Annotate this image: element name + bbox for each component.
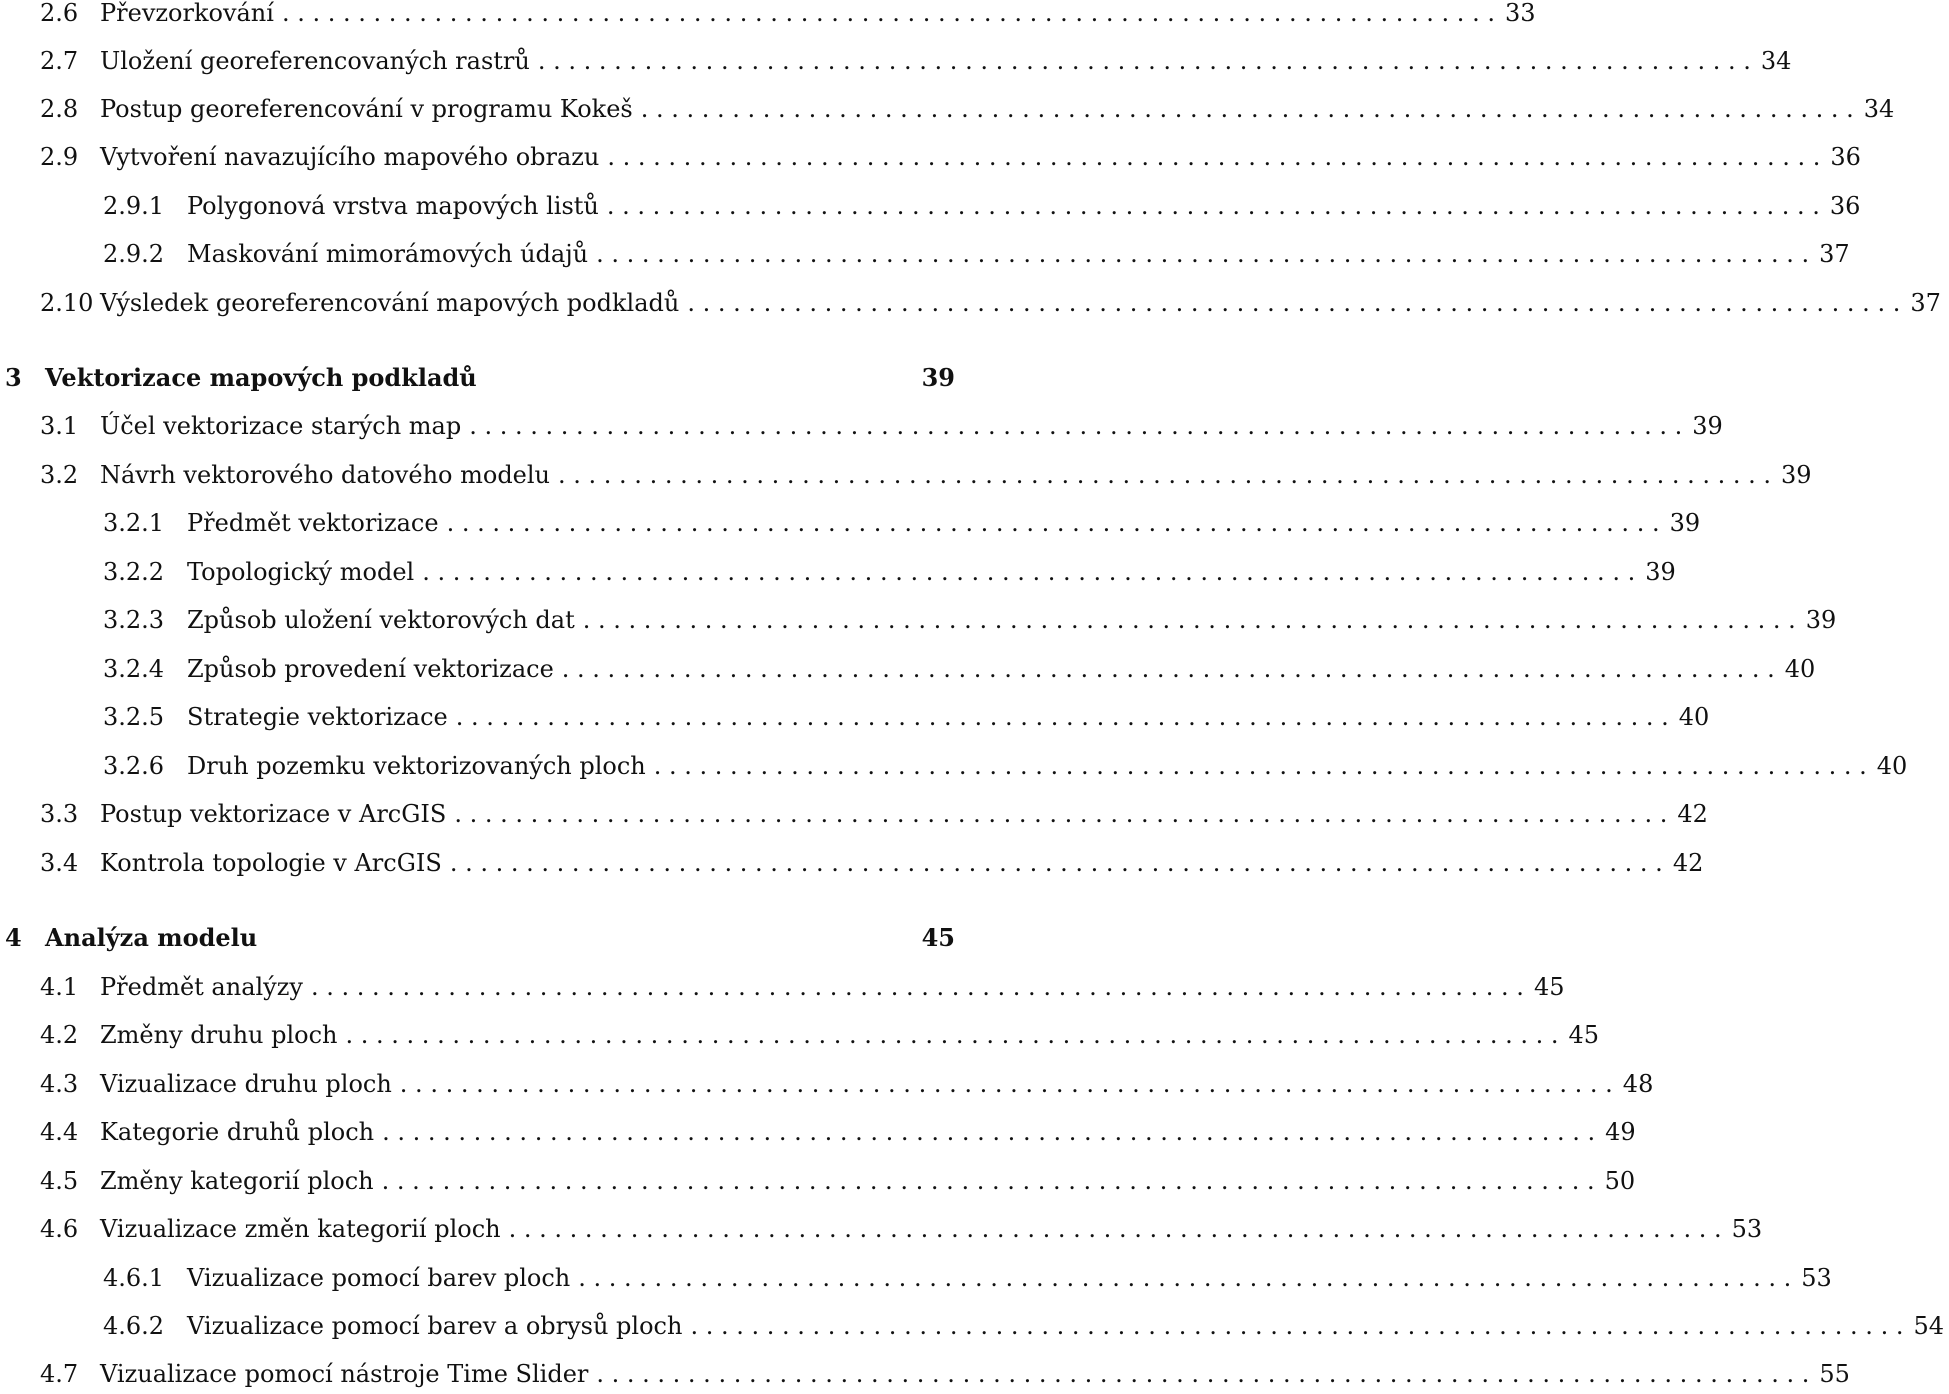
toc-entry-title: Postup vektorizace v ArcGIS xyxy=(100,800,447,828)
toc-entry-page: 34 xyxy=(1863,95,1895,123)
toc-dot-leader: . . . . . . . . . . . . . . . . . . . . . . . . . . . . . . . . . . . . . . . . . . . . . . . . . . . . . . . . . . . . . . . . . . . . . . . . . . . . . . . . xyxy=(508,1215,1722,1243)
toc-entry[interactable] xyxy=(0,137,1861,177)
toc-entry-number: 4.6.2 xyxy=(103,1312,165,1340)
toc-entry-page: 42 xyxy=(1672,849,1704,877)
toc-entry-number: 2.7 xyxy=(40,47,79,75)
toc-entry[interactable] xyxy=(0,1209,1763,1249)
toc-entry-page: 37 xyxy=(1819,240,1850,268)
toc-entry-title: Způsob uložení vektorových dat xyxy=(187,606,575,634)
toc-entry-page: 40 xyxy=(1678,703,1710,731)
toc-dot-leader: . . . . . . . . . . . . . . . . . . . . . . . . . . . . . . . . . . . . . . . . . . . . . . . . . . . . . . . . . . . . . . . . . . . . . . . . . . . . . . . . xyxy=(690,1312,1904,1340)
toc-entry-title: Maskování mimorámových údajů xyxy=(187,240,589,268)
toc-dot-leader: . . . . . . . . . . . . . . . . . . . . . . . . . . . . . . . . . . . . . . . . . . . . . . . . . . . . . . . . . . . . . . . . . . . . . . . . . . . . . . . . xyxy=(653,752,1867,780)
toc-entry-title: Vytvoření navazujícího mapového obrazu xyxy=(100,143,600,171)
toc-entry[interactable] xyxy=(0,234,1850,274)
toc-entry-page: 49 xyxy=(1605,1118,1636,1146)
toc-entry-title: Způsob provedení vektorizace xyxy=(187,655,554,683)
toc-entry-page: 39 xyxy=(921,363,955,392)
toc-entry-title: Předmět analýzy xyxy=(100,973,303,1001)
toc-entry-page: 33 xyxy=(1504,0,1536,27)
toc-entry[interactable] xyxy=(0,1354,1850,1394)
toc-entry[interactable] xyxy=(0,1306,1944,1346)
toc-entry-number: 3.1 xyxy=(40,412,79,440)
toc-entry[interactable] xyxy=(0,41,1792,81)
toc-entry-page: 50 xyxy=(1604,1167,1636,1195)
toc-entry[interactable] xyxy=(0,406,1723,446)
toc-entry-page: 53 xyxy=(1801,1264,1832,1292)
toc-entry[interactable] xyxy=(0,1161,1636,1201)
toc-entry[interactable] xyxy=(0,186,1861,226)
toc-entry-number: 3.2.3 xyxy=(103,606,165,634)
toc-entry-title: Analýza modelu xyxy=(45,923,258,952)
toc-entry[interactable] xyxy=(0,358,960,398)
toc-entry-page: 39 xyxy=(1645,558,1676,586)
toc-dot-leader: . . . . . . . . . . . . . . . . . . . . . . . . . . . . . . . . . . . . . . . . . . . . . . . . . . . . . . . . . . . . . . . . . . . . . . . . . . . . . . . . xyxy=(607,143,1821,171)
toc-dot-leader: . . . . . . . . . . . . . . . . . . . . . . . . . . . . . . . . . . . . . . . . . . . . . . . . . . . . . . . . . . . . . . . . . . . . . . . . . . . . . . . . xyxy=(469,412,1683,440)
toc-entry-title: Vizualizace druhu ploch xyxy=(100,1070,392,1098)
toc-entry-page: 48 xyxy=(1622,1070,1654,1098)
toc-dot-leader: . . . . . . . . . . . . . . . . . . . . . . . . . . . . . . . . . . . . . . . . . . . . . . . . . . . . . . . . . . . . . . . . . . . . . . . . . . . . . . . . xyxy=(578,1264,1792,1292)
toc-entry-title: Druh pozemku vektorizovaných ploch xyxy=(187,752,646,780)
toc-entry-number: 3.2 xyxy=(40,461,79,489)
toc-entry[interactable] xyxy=(0,918,960,958)
toc-entry[interactable] xyxy=(0,283,1941,323)
toc-entry-title: Předmět vektorizace xyxy=(187,509,439,537)
toc-entry-number: 3.2.6 xyxy=(103,752,165,780)
toc-entry-number: 2.9.2 xyxy=(103,240,165,268)
toc-entry-number: 3 xyxy=(5,363,22,392)
toc-dot-leader: . . . . . . . . . . . . . . . . . . . . . . . . . . . . . . . . . . . . . . . . . . . . . . . . . . . . . . . . . . . . . . . . . . . . . . . . . . . . . . . . xyxy=(455,703,1669,731)
toc-entry-title: Vektorizace mapových podkladů xyxy=(45,363,477,392)
toc-dot-leader: . . . . . . . . . . . . . . . . . . . . . . . . . . . . . . . . . . . . . . . . . . . . . . . . . . . . . . . . . . . . . . . . . . . . . . . . . . . . . . . . xyxy=(399,1070,1613,1098)
toc-dot-leader: . . . . . . . . . . . . . . . . . . . . . . . . . . . . . . . . . . . . . . . . . . . . . . . . . . . . . . . . . . . . . . . . . . . . . . . . . . . . . . . . xyxy=(640,95,1854,123)
toc-entry[interactable] xyxy=(0,649,1816,689)
toc-entry-title: Změny druhu ploch xyxy=(100,1021,338,1049)
toc-dot-leader: . . . . . . . . . . . . . . . . . . . . . . . . . . . . . . . . . . . . . . . . . . . . . . . . . . . . . . . . . . . . . . . . . . . . . . . . . . . . . . . . xyxy=(454,800,1668,828)
toc-entry-page: 39 xyxy=(1692,412,1723,440)
toc-entry-number: 4.3 xyxy=(40,1070,79,1098)
toc-dot-leader: . . . . . . . . . . . . . . . . . . . . . . . . . . . . . . . . . . . . . . . . . . . . . . . . . . . . . . . . . . . . . . . . . . . . . . . . . . . . . . . . xyxy=(606,192,1820,220)
toc-entry-page: 40 xyxy=(1784,655,1816,683)
toc-entry-number: 4.7 xyxy=(40,1360,79,1388)
toc-dot-leader: . . . . . . . . . . . . . . . . . . . . . . . . . . . . . . . . . . . . . . . . . . . . . . . . . . . . . . . . . . . . . . . . . . . . . . . . . . . . . . . . xyxy=(345,1021,1559,1049)
toc-entry-page: 36 xyxy=(1830,143,1861,171)
toc-entry-number: 3.2.4 xyxy=(103,655,165,683)
toc-entry-page: 45 xyxy=(1533,973,1565,1001)
toc-entry-number: 2.10 xyxy=(40,289,94,317)
toc-entry-title: Vizualizace pomocí barev ploch xyxy=(187,1264,571,1292)
toc-entry-number: 4.6.1 xyxy=(103,1264,165,1292)
toc-entry-number: 4.4 xyxy=(40,1118,79,1146)
toc-entry-page: 53 xyxy=(1731,1215,1763,1243)
toc-entry-title: Vizualizace pomocí nástroje Time Slider xyxy=(100,1360,589,1388)
toc-dot-leader: . . . . . . . . . . . . . . . . . . . . . . . . . . . . . . . . . . . . . . . . . . . . . . . . . . . . . . . . . . . . . . . . . . . . . . . . . . . . . . . . xyxy=(382,1118,1596,1146)
toc-entry-page: 39 xyxy=(1805,606,1837,634)
toc-dot-leader: . . . . . . . . . . . . . . . . . . . . . . . . . . . . . . . . . . . . . . . . . . . . . . . . . . . . . . . . . . . . . . . . . . . . . . . . . . . . . . . . xyxy=(558,461,1772,489)
toc-dot-leader: . . . . . . . . . . . . . . . . . . . . . . . . . . . . . . . . . . . . . . . . . . . . . . . . . . . . . . . . . . . . . . . . . . . . . . . . . . . . . . . . xyxy=(561,655,1775,683)
toc-entry[interactable] xyxy=(0,697,1710,737)
toc-entry[interactable] xyxy=(0,746,1908,786)
toc-entry-title: Strategie vektorizace xyxy=(187,703,448,731)
toc-dot-leader: . . . . . . . . . . . . . . . . . . . . . . . . . . . . . . . . . . . . . . . . . . . . . . . . . . . . . . . . . . . . . . . . . . . . . . . . . . . . . . . . xyxy=(596,1360,1810,1388)
toc-entry-number: 2.6 xyxy=(40,0,79,27)
toc-entry-number: 4.2 xyxy=(40,1021,79,1049)
toc-entry-page: 40 xyxy=(1876,752,1908,780)
toc-entry[interactable] xyxy=(0,843,1704,883)
toc-entry-page: 34 xyxy=(1760,47,1792,75)
toc-entry-title: Kontrola topologie v ArcGIS xyxy=(100,849,442,877)
toc-dot-leader: . . . . . . . . . . . . . . . . . . . . . . . . . . . . . . . . . . . . . . . . . . . . . . . . . . . . . . . . . . . . . . . . . . . . . . . . . . . . . . . . xyxy=(446,509,1660,537)
toc-dot-leader: . . . . . . . . . . . . . . . . . . . . . . . . . . . . . . . . . . . . . . . . . . . . . . . . . . . . . . . . . . . . . . . . . . . . . . . . . . . . . . . . xyxy=(422,558,1636,586)
toc-entry-page: 54 xyxy=(1913,1312,1944,1340)
toc-entry-number: 2.8 xyxy=(40,95,79,123)
toc-entry-title: Postup georeferencování v programu Kokeš xyxy=(100,95,633,123)
toc-entry-title: Výsledek georeferencování mapových podkladů xyxy=(100,289,680,317)
toc-entry-page: 37 xyxy=(1910,289,1941,317)
toc-entry-number: 3.4 xyxy=(40,849,79,877)
toc-entry-number: 4 xyxy=(5,923,22,952)
toc-dot-leader: . . . . . . . . . . . . . . . . . . . . . . . . . . . . . . . . . . . . . . . . . . . . . . . . . . . . . . . . . . . . . . . . . . . . . . . . . . . . . . . . xyxy=(281,0,1495,27)
toc-entry-page: 39 xyxy=(1781,461,1812,489)
toc-entry-page: 55 xyxy=(1819,1360,1850,1388)
toc-entry-page: 39 xyxy=(1669,509,1701,537)
toc-entry-number: 4.5 xyxy=(40,1167,79,1195)
toc-entry[interactable] xyxy=(0,0,1536,33)
toc-entry-page: 36 xyxy=(1829,192,1861,220)
toc-entry[interactable] xyxy=(0,503,1701,543)
toc-dot-leader: . . . . . . . . . . . . . . . . . . . . . . . . . . . . . . . . . . . . . . . . . . . . . . . . . . . . . . . . . . . . . . . . . . . . . . . . . . . . . . . . xyxy=(582,606,1796,634)
toc-entry-page: 45 xyxy=(921,923,955,952)
toc-dot-leader: . . . . . . . . . . . . . . . . . . . . . . . . . . . . . . . . . . . . . . . . . . . . . . . . . . . . . . . . . . . . . . . . . . . . . . . . . . . . . . . . xyxy=(537,47,1751,75)
toc-entry-number: 2.9 xyxy=(40,143,79,171)
toc-dot-leader: . . . . . . . . . . . . . . . . . . . . . . . . . . . . . . . . . . . . . . . . . . . . . . . . . . . . . . . . . . . . . . . . . . . . . . . . . . . . . . . . xyxy=(687,289,1901,317)
toc-entry[interactable] xyxy=(0,1112,1636,1152)
toc-entry-number: 3.2.1 xyxy=(103,509,165,537)
toc-entry[interactable] xyxy=(0,1258,1832,1298)
toc-entry[interactable] xyxy=(0,552,1676,592)
toc-entry-number: 3.3 xyxy=(40,800,79,828)
toc-entry[interactable] xyxy=(0,1015,1600,1055)
toc-entry-title: Kategorie druhů ploch xyxy=(100,1118,375,1146)
toc-entry[interactable] xyxy=(0,89,1895,129)
toc-entry[interactable] xyxy=(0,967,1565,1007)
toc-dot-leader: . . . . . . . . . . . . . . . . . . . . . . . . . . . . . . . . . . . . . . . . . . . . . . . . . . . . . . . . . . . . . . . . . . . . . . . . . . . . . . . . xyxy=(449,849,1663,877)
toc-entry[interactable] xyxy=(0,1064,1654,1104)
toc-entry-title: Návrh vektorového datového modelu xyxy=(100,461,551,489)
toc-entry-title: Vizualizace pomocí barev a obrysů ploch xyxy=(187,1312,683,1340)
toc-entry-number: 3.2.2 xyxy=(103,558,165,586)
toc-entry-title: Vizualizace změn kategorií ploch xyxy=(100,1215,501,1243)
toc-entry[interactable] xyxy=(0,455,1812,495)
toc-entry-page: 42 xyxy=(1677,800,1708,828)
toc-entry-title: Topologický model xyxy=(187,558,415,586)
toc-dot-leader: . . . . . . . . . . . . . . . . . . . . . . . . . . . . . . . . . . . . . . . . . . . . . . . . . . . . . . . . . . . . . . . . . . . . . . . . . . . . . . . . xyxy=(310,973,1524,1001)
toc-entry[interactable] xyxy=(0,794,1708,834)
toc-entry-title: Polygonová vrstva mapových listů xyxy=(187,192,599,220)
toc-entry-number: 2.9.1 xyxy=(103,192,165,220)
toc-entry-number: 4.6 xyxy=(40,1215,79,1243)
toc-entry[interactable] xyxy=(0,600,1837,640)
toc-entry-number: 4.1 xyxy=(40,973,79,1001)
toc-dot-leader: . . . . . . . . . . . . . . . . . . . . . . . . . . . . . . . . . . . . . . . . . . . . . . . . . . . . . . . . . . . . . . . . . . . . . . . . . . . . . . . . xyxy=(596,240,1810,268)
toc-entry-title: Převzorkování xyxy=(100,0,274,27)
toc-entry-page: 45 xyxy=(1568,1021,1600,1049)
toc-entry-title: Změny kategorií ploch xyxy=(100,1167,374,1195)
toc-entry-number: 3.2.5 xyxy=(103,703,165,731)
toc-entry-title: Účel vektorizace starých map xyxy=(100,412,462,440)
toc-dot-leader: . . . . . . . . . . . . . . . . . . . . . . . . . . . . . . . . . . . . . . . . . . . . . . . . . . . . . . . . . . . . . . . . . . . . . . . . . . . . . . . . xyxy=(381,1167,1595,1195)
toc-entry-title: Uložení georeferencovaných rastrů xyxy=(100,47,530,75)
